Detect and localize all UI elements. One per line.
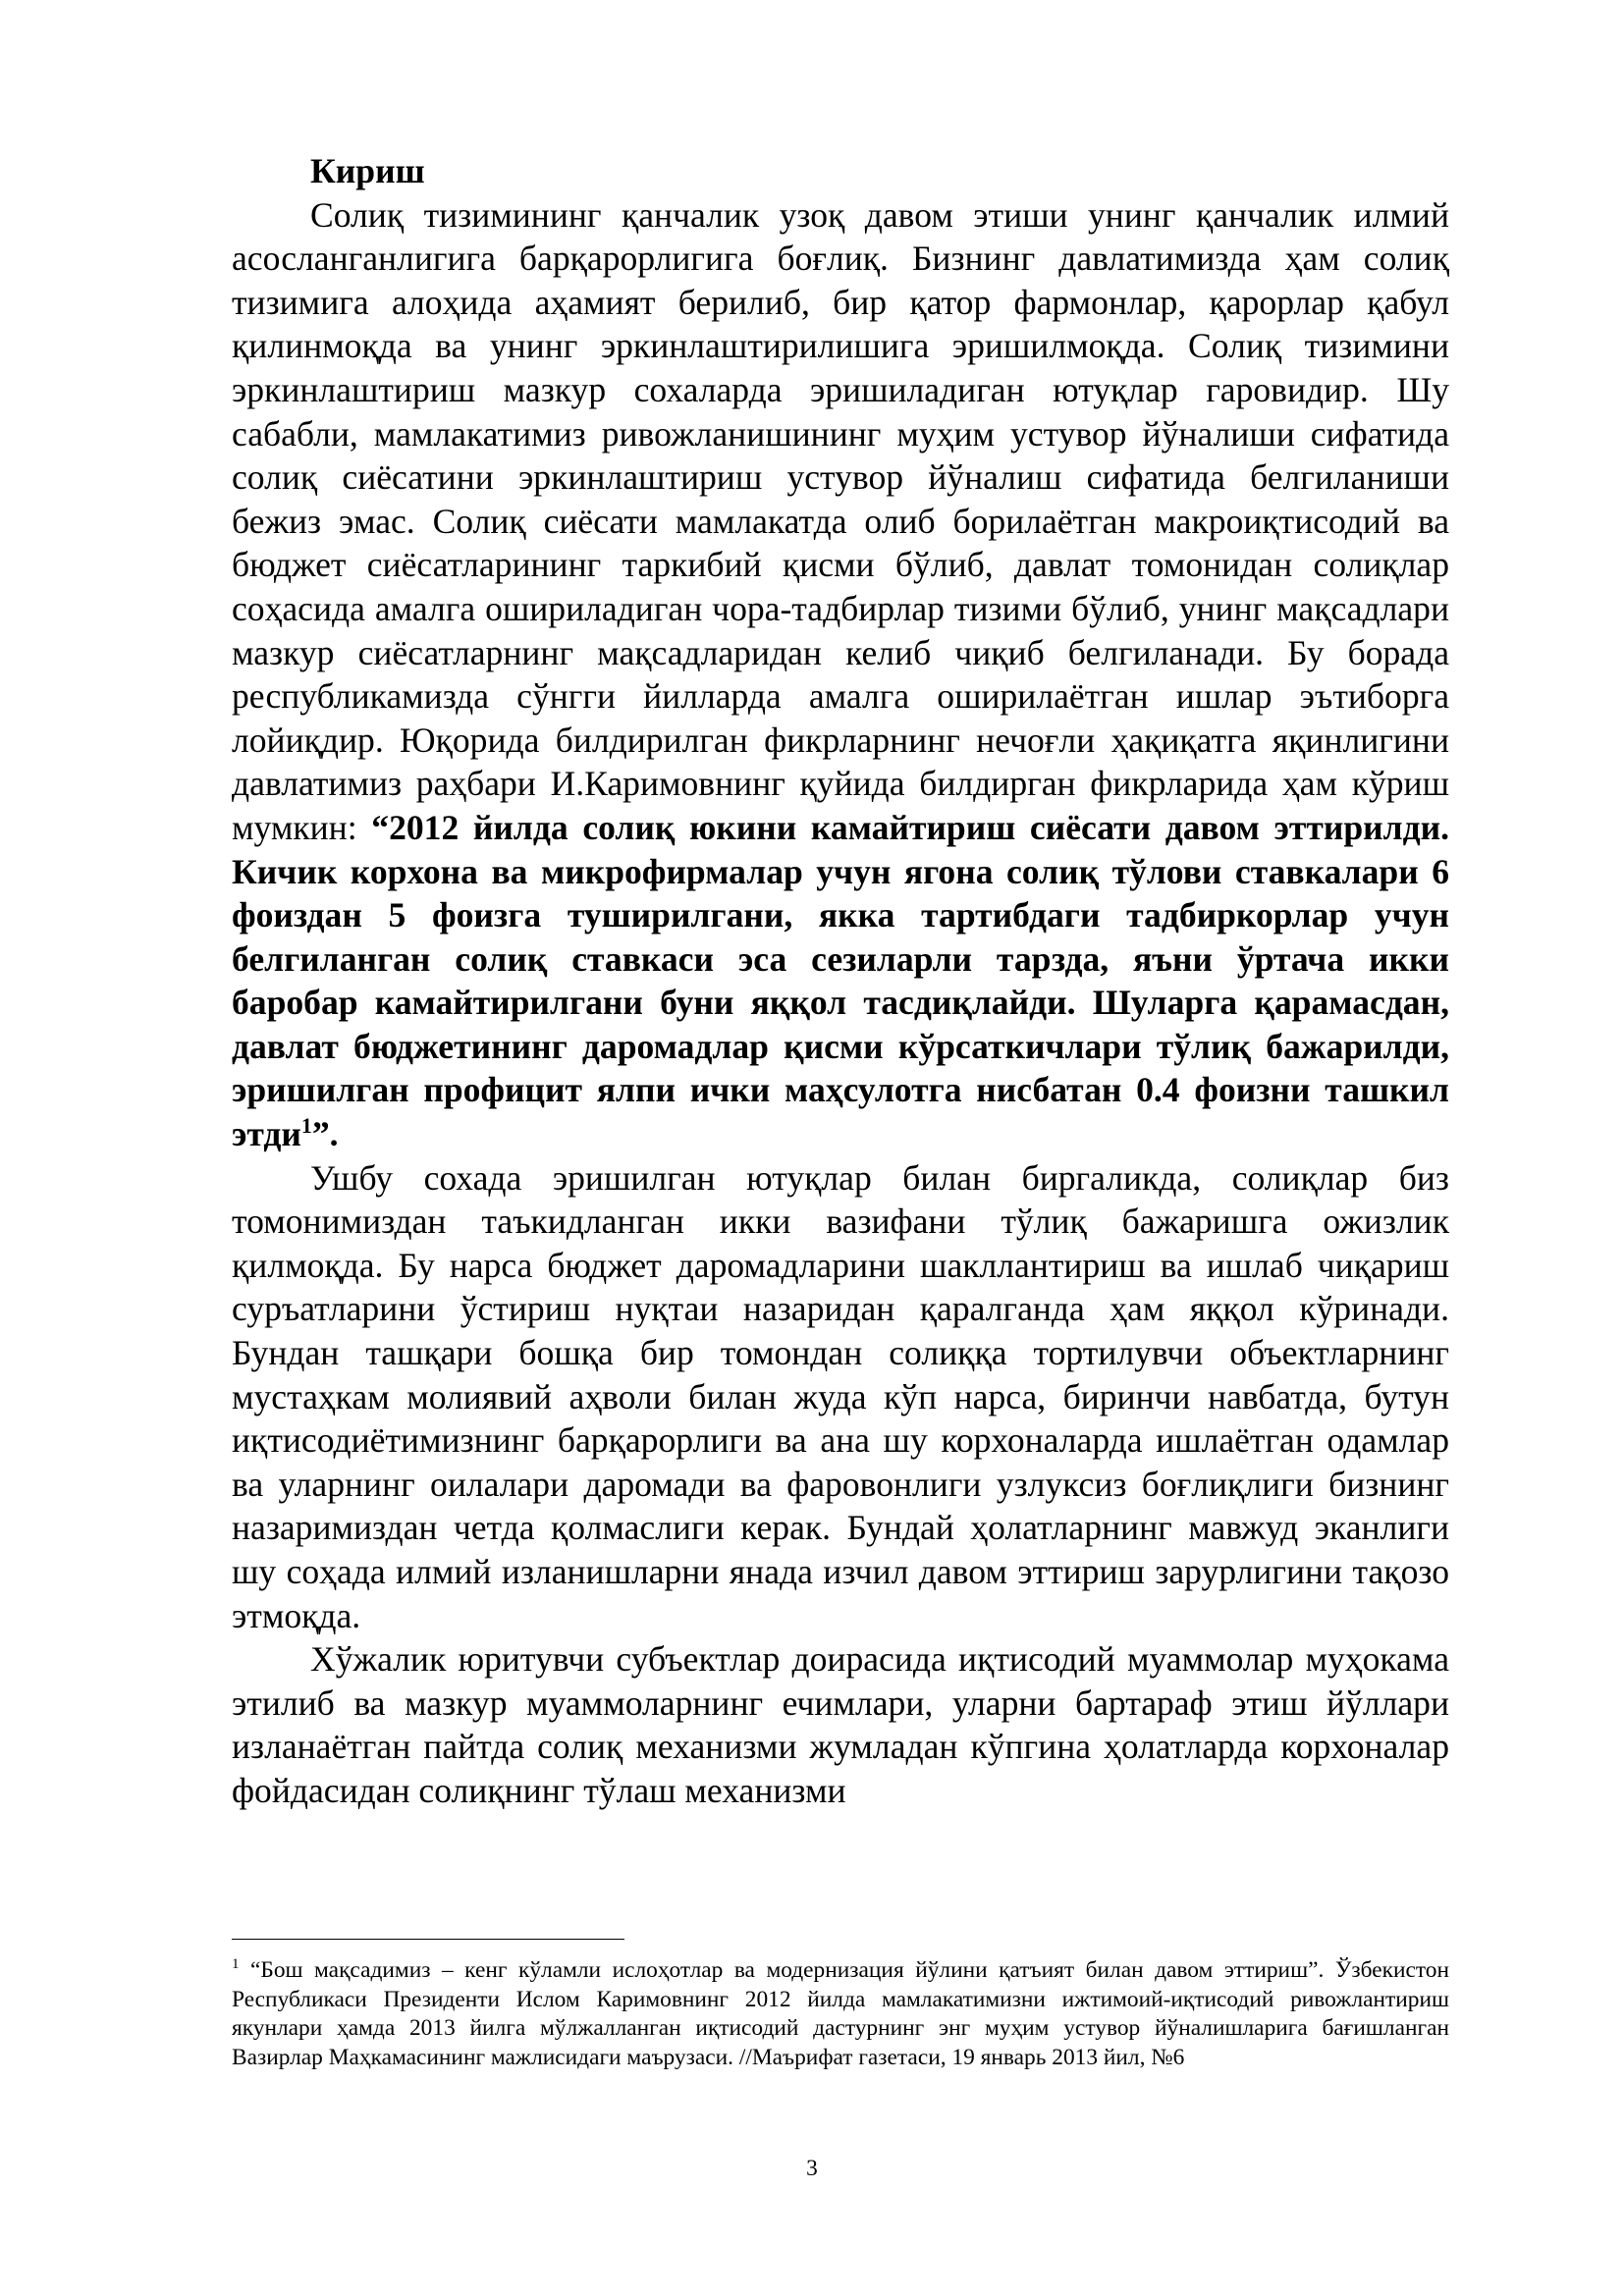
president-quote-end: ”. <box>311 1114 339 1154</box>
president-quote <box>232 808 1449 1153</box>
footnote <box>232 1956 1449 2072</box>
paragraph-achievements: Ушбу сохада эришилган ютуқлар билан биргаликда, солиқлар биз томонимиздан таъкидланган икки вазифани тўлиқ бажаришга ожизлик қилмоқда. Бу нарса бюджет даромадларини шакллантириш ва ишлаб чиқариш суръатларини ўстириш нуқтаи назаридан қаралганда ҳам яққол кўринади. Бундан ташқари бошқа бир томондан солиққа тортилувчи объектларнинг мустаҳкам молиявий аҳволи билан жуда кўп нарса, биринчи навбатда, бутун иқтисодиётимизнинг барқарорлиги ва ана шу корхоналарда ишлаётган одамлар ва уларнинг оилалари даромади ва фаровонлиги узлуксиз боғлиқлиги бизнинг назаримиздан четда қолмаслиги керак. Бундай ҳолатларнинг мавжуд эканлиги шу соҳада илмий изланишларни янада изчил давом эттириш зарурлигини тақозо этмоқда. <box>232 1157 1449 1635</box>
footnote-reference[interactable]: 1 <box>300 1113 312 1139</box>
footnote-text: “Бош мақсадимиз – кенг кўламли ислоҳотлар ва модернизация йўлини қатъият билан давом эттириш”. Ўзбекистон Республикаси Президенти Ислом Каримовнинг 2012 йилда мамлакатимизни ижтимоий-иқтисодий ривожлантириш якунлари ҳамда 2013 йилга мўлжалланган иқтисодий дастурнинг энг муҳим устувор йўналишларига бағишланган Вазирлар Маҳкамасининг мажлисидаги маърузаси. //Маърифат газетаси, 19 январь 2013 йил, №6 <box>232 1957 1449 2070</box>
paragraph-intro <box>232 193 1449 1156</box>
paragraph-intro-text: Солиқ тизимининг қанчалик узоқ давом этиши унинг қанчалик илмий асосланганлигига барқарорлигига боғлиқ. Бизнинг давлатимизда ҳам солиқ тизимига алоҳида аҳамият берилиб, бир қатор фармонлар, қарорлар қабул қилинмоқда ва унинг эркинлаштирилишига эришилмоқда. Солиқ тизимини эркинлаштириш мазкур сохаларда эришиладиган ютуқлар гаровидир. Шу сабабли, мамлакатимиз ривожланишининг муҳим устувор йўналиши сифатида солиқ сиёсатини эркинлаштириш устувор йўналиш сифатида белгиланиши бежиз эмас. Солиқ сиёсати мамлакатда олиб борилаётган макроиқтисодий ва бюджет сиёсатларининг таркибий қисми бўлиб, давлат томонидан солиқлар соҳасида амалга ошириладиган чора-тадбирлар тизими бўлиб, унинг мақсадлари мазкур сиёсатларнинг мақсадларидан келиб чиқиб белгиланади. Бу борада республикамизда сўнгги йилларда амалга оширилаётган ишлар эътиборга лойиқдир. Юқорида билдирилган фикрларнинг нечоғли ҳақиқатга яқинлигини давлатимиз раҳбари И.Каримовнинг қуйида билдирган фикрларида ҳам кўриш мумкин: <box>232 194 1449 847</box>
footnote-separator <box>232 1939 624 1940</box>
paragraph-economic-entities: Хўжалик юритувчи субъектлар доирасида иқтисодий муаммолар муҳокама этилиб ва мазкур муаммоларнинг ечимлари, уларни бартараф этиш йўллари изланаётган пайтда солиқ механизми жумладан кўпгина ҳолатларда корхоналар фойдасидан солиқнинг тўлаш механизми <box>232 1639 1449 1810</box>
footnote-mark: 1 <box>232 1956 240 1973</box>
president-quote-text: “2012 йилда солиқ юкини камайтириш сиёсати давом эттирилди. Кичик корхона ва микрофирмалар учун ягона солиқ тўлови ставкалари 6 фоиздан 5 фоизга туширилгани, якка тартибдаги тадбиркорлар учун белгиланган солиқ ставкаси эса сезиларли тарзда, яъни ўртача икки баробар камайтирилгани буни яққол тасдиқлайди. Шуларга қарамасдан, давлат бюджетининг даромадлар қисми кўрсаткичлари тўлиқ бажарилди, эришилган профицит ялпи ички маҳсулотга нисбатан 0.4 фоизни ташкил этди <box>232 807 1449 1154</box>
section-heading: Кириш <box>310 151 425 190</box>
page-number: 3 <box>806 2156 818 2181</box>
main-text <box>232 149 1449 1813</box>
